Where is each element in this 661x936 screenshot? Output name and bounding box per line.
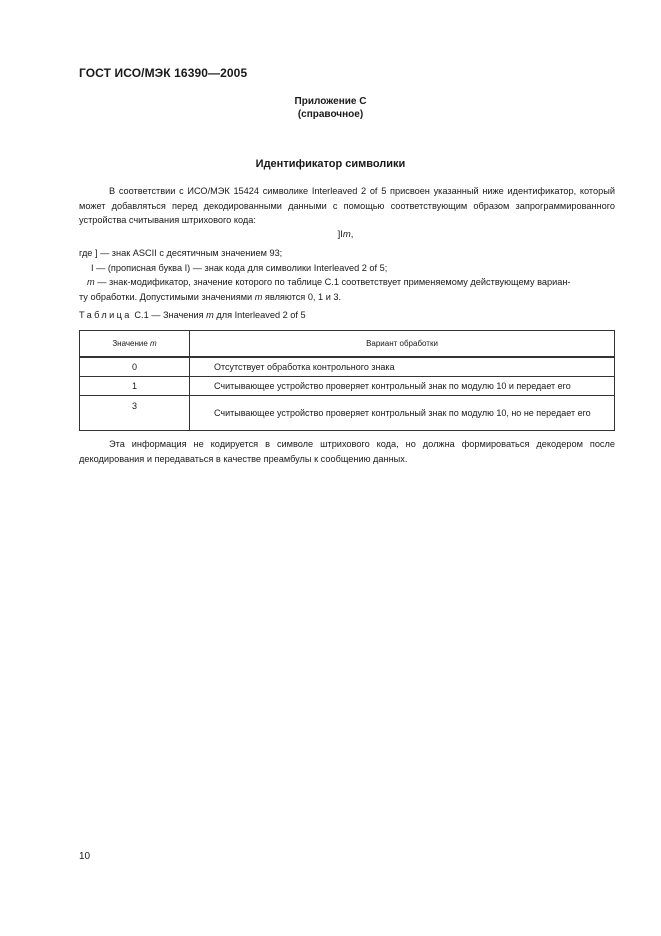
caption-variable: m bbox=[206, 310, 214, 320]
table-row bbox=[80, 357, 615, 377]
formula-variable: m bbox=[342, 229, 351, 240]
table-row bbox=[80, 377, 615, 396]
table-header-row bbox=[80, 331, 615, 358]
table-caption bbox=[79, 310, 306, 320]
modifier-variable: m bbox=[87, 277, 95, 287]
annex-status: (справочное) bbox=[297, 109, 364, 120]
section-title: Идентификатор символики bbox=[255, 158, 406, 170]
closing-text: Эта информация не кодируется в символе штрихового кода, но должна формироваться декодером после декодирования и передаваться в качестве преамбулы к сообщению данных. bbox=[79, 439, 615, 464]
values-variable: m bbox=[254, 291, 263, 302]
closing-paragraph bbox=[79, 437, 615, 466]
table-cell-value: 3 bbox=[80, 396, 190, 431]
table-cell-description: Считывающее устройство проверяет контрольный знак по модулю 10, но не передает его bbox=[190, 396, 615, 431]
definition-line-values bbox=[79, 290, 615, 305]
page-number: 10 bbox=[79, 851, 91, 862]
table-row bbox=[80, 396, 615, 431]
annex-title: Приложение С bbox=[294, 96, 367, 107]
formula-prefix: ]I bbox=[337, 229, 343, 240]
table-cell-description: Считывающее устройство проверяет контрольный знак по модулю 10 и передает его bbox=[190, 377, 615, 396]
header-value-m: Значение m bbox=[80, 331, 190, 358]
table-cell-value: 1 bbox=[80, 377, 190, 396]
intro-paragraph bbox=[79, 184, 615, 228]
values-text: ту обработки. Допустимыми значениями bbox=[79, 291, 255, 302]
definition-line-modifier bbox=[79, 275, 615, 290]
caption-word: Таблица bbox=[79, 310, 132, 320]
definitions-block bbox=[79, 246, 615, 304]
modifier-text: — знак-модификатор, значение которого по таблице С.1 соответствует применяемому действующему вариан- bbox=[94, 277, 571, 287]
symbology-identifier-formula bbox=[0, 229, 661, 240]
values-end: являются 0, 1 и 3. bbox=[262, 291, 342, 302]
definition-line-letter: I — (прописная буква I) — знак кода для символики Interleaved 2 of 5; bbox=[91, 262, 388, 273]
definition-line-bracket: где ] — знак ASCII с десятичным значением 93; bbox=[79, 248, 283, 258]
header-variable: m bbox=[150, 339, 157, 348]
standard-header: ГОСТ ИСО/МЭК 16390—2005 bbox=[79, 66, 248, 80]
values-table bbox=[79, 330, 615, 431]
caption-number: С.1 — Значения bbox=[131, 310, 207, 320]
table-cell-value: 0 bbox=[80, 357, 190, 377]
table-cell-description: Отсутствует обработка контрольного знака bbox=[190, 357, 615, 377]
caption-end: для Interleaved 2 of 5 bbox=[213, 310, 306, 320]
formula-suffix: , bbox=[350, 229, 354, 240]
intro-text: В соответствии с ИСО/МЭК 15424 символике Interleaved 2 of 5 присвоен указанный ниже идентификатор, который может добавляться перед декодированными данными с помощью соответствующим образом запрограммированного устройства считывания штрихового кода: bbox=[79, 186, 615, 225]
header-processing-variant: Вариант обработки bbox=[190, 331, 615, 358]
